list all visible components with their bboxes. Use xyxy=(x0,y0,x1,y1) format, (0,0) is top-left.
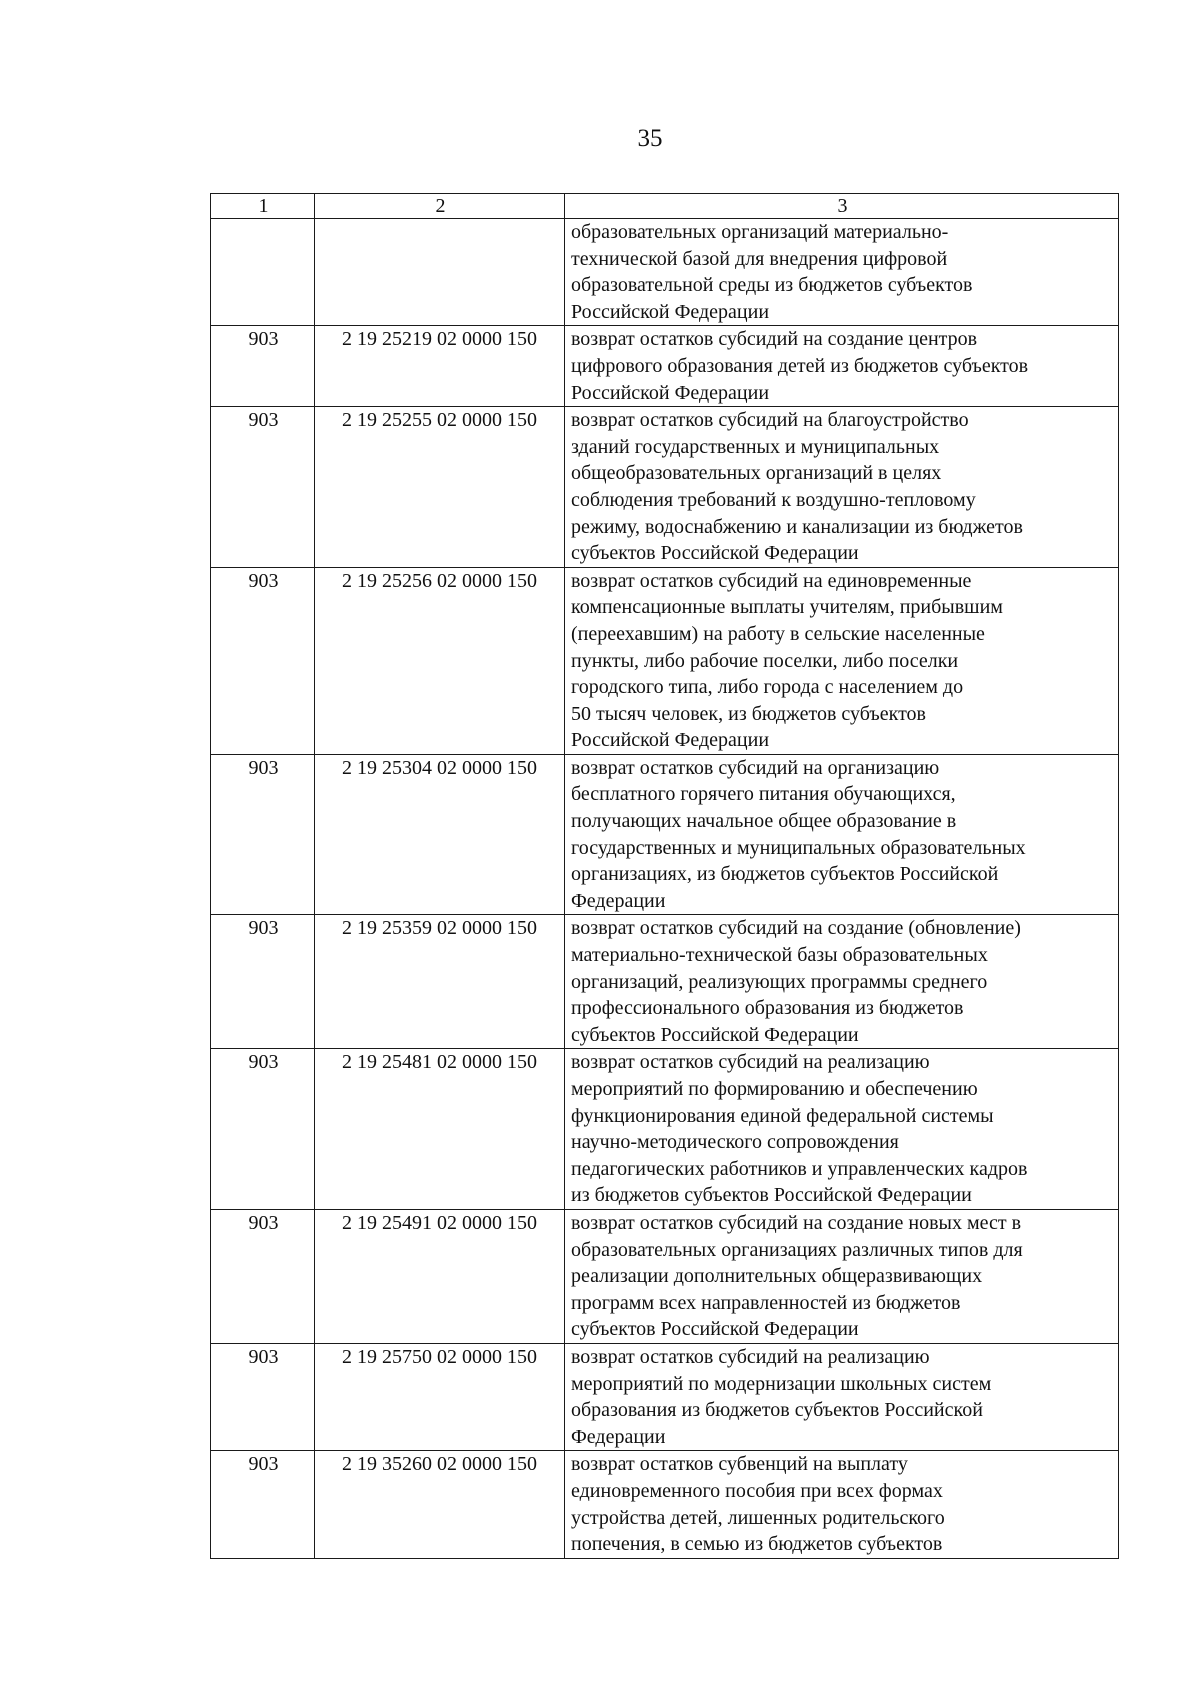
table-header-row xyxy=(211,194,1119,219)
description-cell: возврат остатков субсидий на единовременные компенсационные выплаты учителям, прибывшим (переехавшим) на работу в сельские населенные пункты, либо рабочие поселки, либо поселки городского типа, либо города с населением до 50 тысяч человек, из бюджетов субъектов Российской Федерации xyxy=(565,567,1119,754)
description-cell: возврат остатков субсидий на организацию бесплатного горячего питания обучающихся, получающих начальное общее образование в государственных и муниципальных образовательных организациях, из бюджетов субъектов Российской Федерации xyxy=(565,754,1119,915)
table-row xyxy=(211,754,1119,915)
description-cell: возврат остатков субсидий на благоустройство зданий государственных и муниципальных общеобразовательных организаций в целях соблюдения требований к воздушно-тепловому режиму, водоснабжению и канализации из бюджетов субъектов Российской Федерации xyxy=(565,407,1119,568)
table-row xyxy=(211,1209,1119,1343)
table-row xyxy=(211,1451,1119,1558)
description-cell: возврат остатков субсидий на создание новых мест в образовательных организациях различных типов для реализации дополнительных общеразвивающих программ всех направленностей из бюджетов субъектов Российской Федерации xyxy=(565,1209,1119,1343)
column-header-2: 2 xyxy=(315,194,565,219)
admin-code-cell: 903 xyxy=(211,407,315,568)
table-row xyxy=(211,567,1119,754)
table-row xyxy=(211,326,1119,407)
budget-code-cell: 2 19 25359 02 0000 150 xyxy=(315,915,565,1049)
admin-code-cell: 903 xyxy=(211,754,315,915)
description-cell: образовательных организаций материально- технической базой для внедрения цифровой образовательной среды из бюджетов субъектов Российской Федерации xyxy=(565,219,1119,326)
budget-code-cell: 2 19 35260 02 0000 150 xyxy=(315,1451,565,1558)
admin-code-cell: 903 xyxy=(211,1049,315,1210)
budget-code-cell: 2 19 25481 02 0000 150 xyxy=(315,1049,565,1210)
description-cell: возврат остатков субсидий на создание центров цифрового образования детей из бюджетов субъектов Российской Федерации xyxy=(565,326,1119,407)
description-cell: возврат остатков субсидий на реализацию мероприятий по формированию и обеспечению функционирования единой федеральной системы научно-методического сопровождения педагогических работников и управленческих кадров из бюджетов субъектов Российской Федерации xyxy=(565,1049,1119,1210)
budget-code-table xyxy=(210,193,1119,1559)
admin-code-cell: 903 xyxy=(211,326,315,407)
admin-code-cell: 903 xyxy=(211,1209,315,1343)
table-row xyxy=(211,407,1119,568)
budget-code-cell xyxy=(315,219,565,326)
budget-code-cell: 2 19 25256 02 0000 150 xyxy=(315,567,565,754)
description-cell: возврат остатков субсидий на создание (обновление) материально-технической базы образовательных организаций, реализующих программы среднего профессионального образования из бюджетов субъектов Российской Федерации xyxy=(565,915,1119,1049)
budget-code-cell: 2 19 25219 02 0000 150 xyxy=(315,326,565,407)
description-cell: возврат остатков субсидий на реализацию мероприятий по модернизации школьных систем образования из бюджетов субъектов Российской Федерации xyxy=(565,1343,1119,1450)
column-header-3: 3 xyxy=(565,194,1119,219)
admin-code-cell: 903 xyxy=(211,567,315,754)
budget-code-cell: 2 19 25750 02 0000 150 xyxy=(315,1343,565,1450)
table-row xyxy=(211,915,1119,1049)
table-row xyxy=(211,1343,1119,1450)
budget-code-cell: 2 19 25491 02 0000 150 xyxy=(315,1209,565,1343)
table-row xyxy=(211,219,1119,326)
page-number: 35 xyxy=(637,125,663,152)
budget-code-cell: 2 19 25304 02 0000 150 xyxy=(315,754,565,915)
budget-code-cell: 2 19 25255 02 0000 150 xyxy=(315,407,565,568)
admin-code-cell: 903 xyxy=(211,1451,315,1558)
admin-code-cell xyxy=(211,219,315,326)
table-row xyxy=(211,1049,1119,1210)
description-cell: возврат остатков субвенций на выплату единовременного пособия при всех формах устройства детей, лишенных родительского попечения, в семью из бюджетов субъектов xyxy=(565,1451,1119,1558)
table-body xyxy=(211,219,1119,1559)
column-header-1: 1 xyxy=(211,194,315,219)
admin-code-cell: 903 xyxy=(211,1343,315,1450)
admin-code-cell: 903 xyxy=(211,915,315,1049)
